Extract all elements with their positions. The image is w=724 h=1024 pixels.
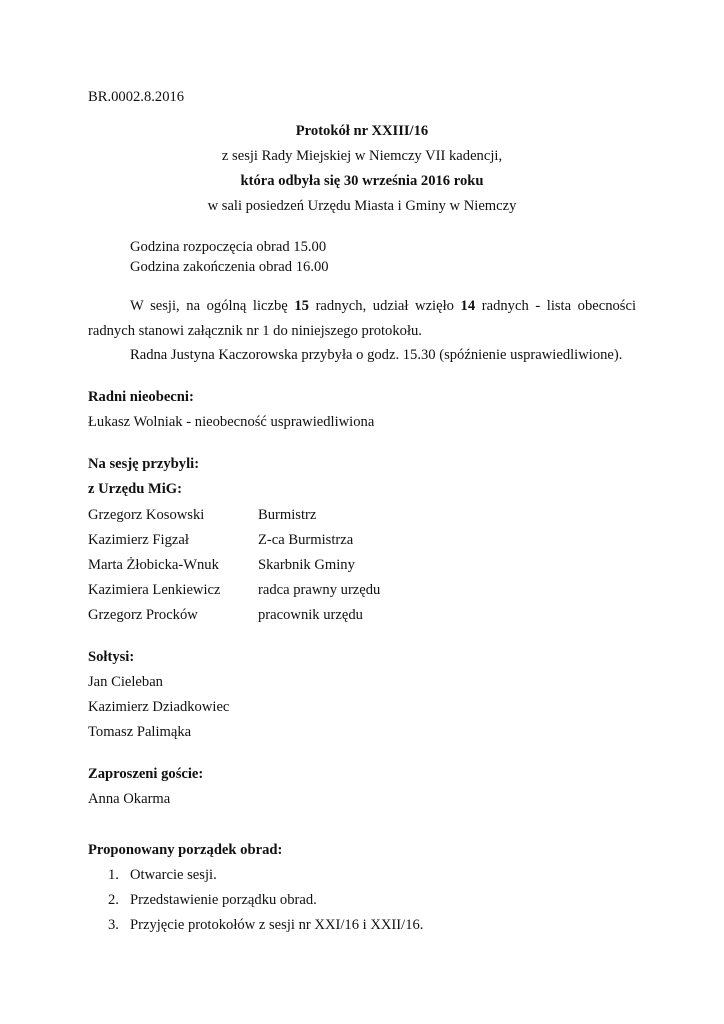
person-role: Burmistrz	[258, 507, 317, 523]
soltysi-heading: Sołtysi:	[88, 649, 135, 665]
arrived-heading: Na sesję przybyli:	[88, 456, 200, 472]
person-role: radca prawny urzędu	[258, 582, 381, 598]
agenda-item-text: Przedstawienie porządku obrad.	[130, 892, 317, 908]
attendance-text-b: radnych, udział wzięło	[315, 298, 454, 314]
soltys-item: Tomasz Palimąka	[88, 724, 192, 740]
person-name: Grzegorz Kosowski	[88, 507, 205, 523]
late-arrival-note: Radna Justyna Kaczorowska przybyła o godz. 15.30 (spóźnienie usprawiedliwione).	[130, 347, 623, 363]
office-subheading: z Urzędu MiG:	[88, 481, 183, 497]
start-time: Godzina rozpoczęcia obrad 15.00	[130, 239, 327, 255]
person-name: Grzegorz Procków	[88, 607, 198, 623]
agenda-item-number: 2.	[108, 892, 119, 908]
soltys-item: Kazimierz Dziadkowiec	[88, 699, 230, 715]
guests-heading: Zaproszeni goście:	[88, 766, 204, 782]
attendance-paragraph-line2: radnych stanowi załącznik nr 1 do niniejszego protokołu.	[88, 323, 422, 339]
person-role: pracownik urzędu	[258, 607, 363, 623]
absent-item: Łukasz Wolniak - nieobecność usprawiedliwiona	[88, 414, 375, 430]
attendance-present: 14	[460, 298, 476, 314]
agenda-item-number: 3.	[108, 917, 119, 933]
person-role: Skarbnik Gminy	[258, 557, 355, 573]
person-name: Kazimierz Figzał	[88, 532, 189, 548]
agenda-item-text: Przyjęcie protokołów z sesji nr XXI/16 i XXII/16.	[130, 917, 424, 933]
person-name: Kazimiera Lenkiewicz	[88, 582, 221, 598]
person-name: Marta Żłobicka-Wnuk	[88, 557, 219, 573]
document-title: Protokół nr XXIII/16	[295, 123, 429, 139]
session-location: w sali posiedzeń Urzędu Miasta i Gminy w Niemczy	[207, 198, 517, 214]
soltys-item: Jan Cieleban	[88, 674, 163, 690]
agenda-item-number: 1.	[108, 867, 119, 883]
agenda-heading: Proponowany porządek obrad:	[88, 842, 283, 858]
absent-heading: Radni nieobecni:	[88, 389, 194, 405]
person-role: Z-ca Burmistrza	[258, 532, 354, 548]
document-subtitle: z sesji Rady Miejskiej w Niemczy VII kadencji,	[221, 148, 503, 164]
guest-item: Anna Okarma	[88, 791, 171, 807]
attendance-text-a: W sesji, na ogólną liczbę	[130, 298, 288, 314]
attendance-paragraph-line1	[130, 297, 636, 315]
attendance-text-c: radnych - lista obecności	[481, 298, 637, 314]
attendance-total: 15	[294, 298, 309, 314]
agenda-item-text: Otwarcie sesji.	[130, 867, 217, 883]
session-date: która odbyła się 30 września 2016 roku	[240, 173, 484, 189]
end-time: Godzina zakończenia obrad 16.00	[130, 259, 329, 275]
document-reference: BR.0002.8.2016	[88, 89, 185, 105]
